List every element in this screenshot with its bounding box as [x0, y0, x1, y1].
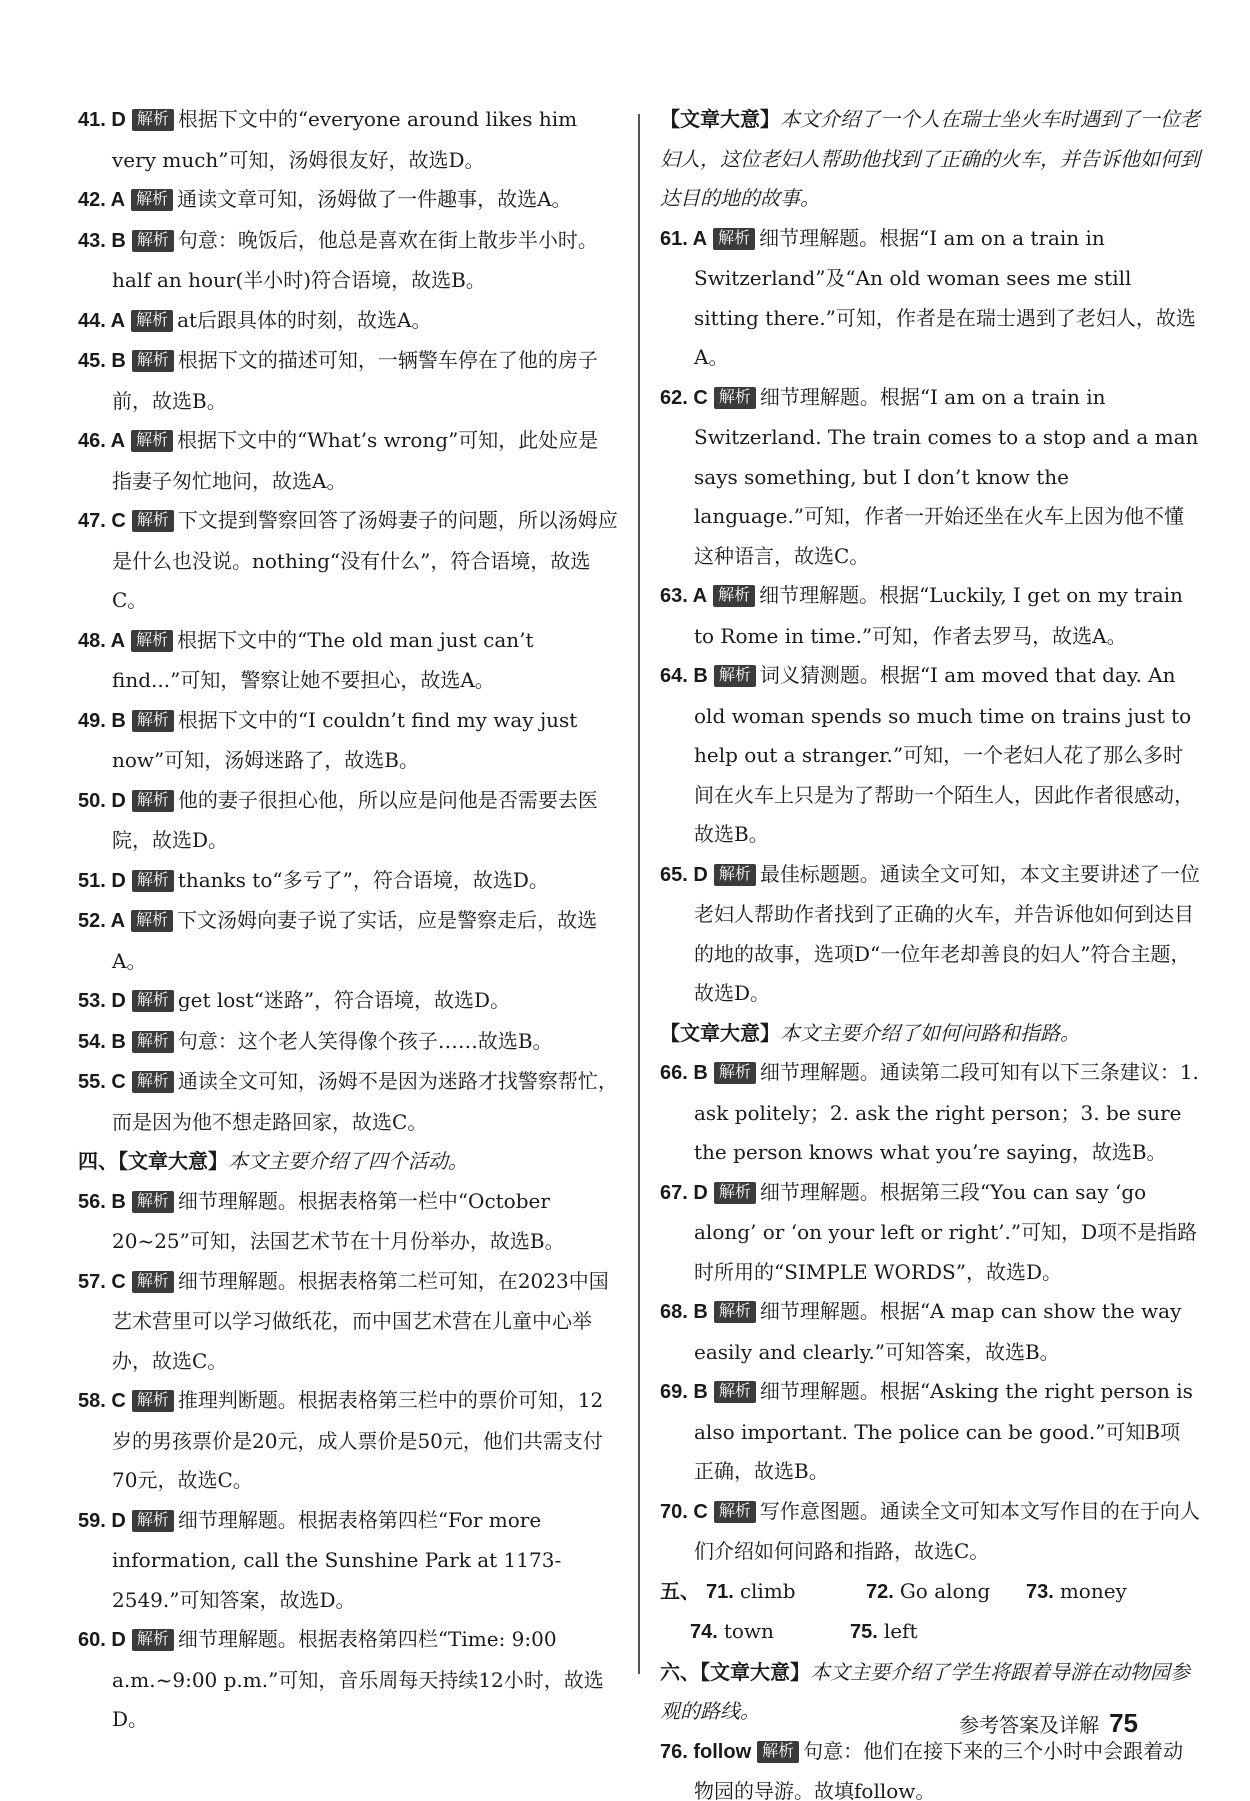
- analysis-tag: 解析: [714, 387, 756, 409]
- summary-text: 本文主要介绍了四个活动。: [228, 1149, 468, 1173]
- answer-number: 68. B: [660, 1301, 708, 1323]
- fill-in-answers: [660, 1572, 1200, 1653]
- analysis-tag: 解析: [132, 710, 174, 732]
- answer-explanation: 细节理解题。根据“Asking the right person is also important. The police can be good.”可知B项正确，故选B。: [694, 1379, 1193, 1483]
- analysis-tag: 解析: [714, 1381, 756, 1403]
- answer-entry: [78, 421, 618, 501]
- answer-entry: [660, 1292, 1200, 1372]
- analysis-tag: 解析: [714, 665, 756, 687]
- analysis-tag: 解析: [132, 1191, 174, 1213]
- analysis-tag: 解析: [132, 230, 174, 252]
- analysis-tag: 解析: [132, 790, 174, 812]
- answer-entry: [78, 1262, 618, 1382]
- article-summary: [660, 1014, 1200, 1054]
- analysis-tag: 解析: [714, 1501, 756, 1523]
- summary-text: 本文主要介绍了学生将跟着导游在动物园参观的路线。: [660, 1659, 1190, 1723]
- answer-explanation: 通读文章可知，汤姆做了一件趣事，故选A。: [177, 187, 572, 211]
- analysis-tag: 解析: [132, 1629, 174, 1651]
- answer-explanation: 细节理解题。根据“Luckily, I get on my train to Rome in time.”可知，作者去罗马，故选A。: [694, 583, 1183, 648]
- answer-number: 48. A: [78, 629, 126, 652]
- summary-text: 本文介绍了一个人在瑞士坐火车时遇到了一位老妇人，这位老妇人帮助他找到了正确的火车，并告诉他如何到达目的地的故事。: [660, 107, 1200, 210]
- page-footer: [959, 1708, 1138, 1739]
- answer-entry: [660, 1053, 1200, 1173]
- answer-entry: [78, 501, 618, 621]
- answer-number: 50. D: [78, 789, 126, 812]
- answer-entry: [660, 656, 1200, 855]
- answer-entry: [78, 100, 618, 180]
- answer-entry: [660, 1372, 1200, 1492]
- answer-number: 46. A: [78, 430, 126, 452]
- answer-explanation: 最佳标题题。通读全文可知，本文主要讲述了一位老妇人帮助作者找到了正确的火车，并告诉他如何到达目的地的故事，选项D“一位年老却善良的妇人”符合主题，故选D。: [694, 861, 1200, 1005]
- answer-number: 62. C: [660, 386, 708, 409]
- answer-explanation: 下文提到警察回答了汤姆妻子的问题，所以汤姆应是什么也没说。nothing“没有什么”，符合语境，故选C。: [112, 508, 618, 612]
- answer-entry: [78, 301, 618, 342]
- answer-number: 57. C: [78, 1270, 126, 1293]
- blank-answer: [706, 1572, 866, 1613]
- answer-explanation: 句意：这个老人笑得像个孩子……故选B。: [177, 1028, 553, 1053]
- analysis-tag: 解析: [131, 310, 173, 332]
- answer-number: 41. D: [78, 109, 126, 131]
- blank-answer: [866, 1572, 1026, 1613]
- answer-number: 58. C: [78, 1390, 126, 1412]
- answer-entry: [660, 378, 1200, 577]
- blank-number: 74.: [690, 1621, 718, 1643]
- section-number: 四、: [78, 1149, 118, 1173]
- answer-entry: [660, 219, 1200, 378]
- page-number: 75: [1109, 1708, 1138, 1738]
- analysis-tag: 解析: [132, 1390, 174, 1412]
- article-summary: [78, 1142, 618, 1182]
- answer-number: 64. B: [660, 665, 708, 687]
- answer-entry: [660, 1732, 1200, 1801]
- column-divider: [638, 114, 640, 1674]
- blank-text: left: [883, 1619, 918, 1643]
- answer-number: 51. D: [78, 869, 126, 892]
- answer-entry: [660, 855, 1200, 1014]
- answer-entry: [78, 1182, 618, 1262]
- answer-entry: [78, 981, 618, 1022]
- answer-entry: [78, 1501, 618, 1621]
- answer-number: 65. D: [660, 863, 708, 886]
- answer-number: 53. D: [78, 990, 126, 1012]
- analysis-tag: 解析: [132, 1031, 174, 1053]
- analysis-tag: 解析: [714, 864, 756, 886]
- answer-explanation: 根据下文中的“everyone around likes him very much”可知，汤姆很友好，故选D。: [112, 107, 578, 172]
- answer-entry: [78, 1022, 618, 1063]
- analysis-tag: 解析: [132, 870, 174, 892]
- answer-entry: [78, 1381, 618, 1501]
- answer-number: 45. B: [78, 350, 126, 372]
- answer-number: 56. B: [78, 1190, 126, 1213]
- answer-entry: [78, 621, 618, 701]
- answer-number: 44. A: [78, 309, 126, 332]
- blank-number: 71.: [706, 1580, 734, 1603]
- answer-number: 61. A: [660, 227, 708, 250]
- answer-number: 67. D: [660, 1181, 708, 1204]
- answer-entry: [660, 1492, 1200, 1572]
- answer-number: 69. B: [660, 1381, 708, 1403]
- answer-explanation: 推理判断题。根据表格第三栏中的票价可知，12岁的男孩票价是20元，成人票价是50元，他们共需支付70元，故选C。: [112, 1388, 604, 1492]
- answer-explanation: 根据下文中的“The old man just can’t find...”可知，警察让她不要担心，故选A。: [112, 627, 534, 692]
- answer-number: 59. D: [78, 1509, 126, 1532]
- analysis-tag: 解析: [714, 1301, 756, 1323]
- blank-number: 75.: [850, 1621, 878, 1643]
- analysis-tag: 解析: [132, 350, 174, 372]
- blank-text: money: [1059, 1578, 1127, 1603]
- page: [20, 18, 1230, 1801]
- answer-entry: [78, 341, 618, 421]
- answer-number: 60. D: [78, 1629, 126, 1651]
- answer-entry: [78, 180, 618, 221]
- blank-number: 72.: [866, 1580, 894, 1603]
- answer-explanation: 细节理解题。根据“I am on a train in Switzerland. The train comes to a stop and a man says something, but I don’t know the language.”可知，作者一开始还坐在火车上因为他不懂这种语言，故选C。: [694, 384, 1199, 568]
- analysis-tag: 解析: [131, 189, 173, 211]
- answer-explanation: 根据下文中的“I couldn’t find my way just now”可知，汤姆迷路了，故选B。: [112, 707, 578, 772]
- answer-explanation: thanks to“多亏了”，符合语境，故选D。: [177, 867, 549, 892]
- answer-explanation: 根据下文的描述可知，一辆警车停在了他的房子前，故选B。: [112, 348, 598, 413]
- analysis-tag: 解析: [132, 1271, 174, 1293]
- section-number: 六、: [660, 1659, 700, 1684]
- analysis-tag: 解析: [713, 228, 755, 250]
- summary-label: 【文章大意】: [700, 1659, 810, 1684]
- right-column: [660, 100, 1200, 1801]
- analysis-tag: 解析: [714, 1182, 756, 1204]
- answer-explanation: 他的妻子很担心他，所以应是问他是否需要去医院，故选D。: [112, 787, 598, 852]
- answer-number: 63. A: [660, 585, 708, 607]
- answer-entry: [78, 861, 618, 902]
- answer-explanation: 句意：他们在接下来的三个小时中会跟着动物园的导游。故填follow。: [694, 1738, 1184, 1801]
- analysis-tag: 解析: [132, 510, 174, 532]
- answer-explanation: 细节理解题。通读第二段可知有以下三条建议：1. ask politely；2. ask the right person；3. be sure the person knows what you’re saying，故选B。: [694, 1060, 1199, 1164]
- answer-explanation: 根据下文中的“What’s wrong”可知，此处应是指妻子匆忙地问，故选A。: [112, 428, 599, 493]
- analysis-tag: 解析: [132, 1510, 174, 1532]
- blank-text: climb: [739, 1578, 796, 1603]
- analysis-tag: 解析: [132, 990, 174, 1012]
- analysis-tag: 解析: [131, 430, 173, 452]
- answer-number: 47. C: [78, 510, 126, 532]
- answer-number: 70. C: [660, 1500, 708, 1523]
- analysis-tag: 解析: [713, 585, 755, 607]
- analysis-tag: 解析: [714, 1062, 756, 1084]
- summary-label: 【文章大意】: [118, 1149, 228, 1173]
- answer-number: 52. A: [78, 910, 126, 932]
- answer-explanation: 句意：晚饭后，他总是喜欢在街上散步半小时。half an hour(半小时)符合语境，故选B。: [112, 227, 598, 292]
- analysis-tag: 解析: [131, 910, 173, 932]
- analysis-tag: 解析: [132, 109, 174, 131]
- article-summary: [660, 100, 1200, 219]
- answer-explanation: at后跟具体的时刻，故选A。: [177, 307, 432, 332]
- answer-explanation: 细节理解题。根据表格第四栏“For more information, call the Sunshine Park at 1173-2549.”可知答案，故选D。: [112, 1507, 562, 1612]
- blank-text: Go along: [899, 1578, 991, 1603]
- answer-entry: [78, 781, 618, 861]
- answer-explanation: 细节理解题。根据表格第二栏可知，在2023中国艺术营里可以学习做纸花，而中国艺术营在儿童中心举办，故选C。: [112, 1268, 609, 1373]
- answer-entry: [78, 1062, 618, 1142]
- blank-number: 73.: [1026, 1580, 1054, 1603]
- summary-text: 本文主要介绍了如何问路和指路。: [780, 1020, 1080, 1045]
- answer-explanation: 细节理解题。根据第三段“You can say ‘go along’ or ‘on your left or right’.”可知，D项不是指路时所用的“SIMPLE WORDS”，故选D。: [694, 1179, 1198, 1284]
- answer-explanation: 细节理解题。根据“I am on a train in Switzerland”及“An old woman sees me still sitting there.”可知，作者是在瑞士遇到了老妇人，故选A。: [694, 225, 1196, 369]
- answer-explanation: 下文汤姆向妻子说了实话，应是警察走后，故选A。: [112, 908, 598, 973]
- left-column: [78, 100, 618, 1740]
- answer-number: 76. follow: [660, 1740, 752, 1763]
- answer-explanation: 写作意图题。通读全文可知本文写作目的在于向人们介绍如何问路和指路，故选C。: [694, 1498, 1200, 1563]
- answer-entry: [78, 1620, 618, 1740]
- answer-explanation: 词义猜测题。根据“I am moved that day. An old woman spends so much time on trains just to help out a stranger.”可知，一个老妇人花了那么多时间在火车上只是为了帮助一个陌生人，因此作者很感动，故选B。: [694, 663, 1194, 846]
- answer-entry: [660, 1173, 1200, 1293]
- answer-entry: [78, 221, 618, 301]
- section-number: 五、: [660, 1580, 700, 1603]
- summary-label: 【文章大意】: [660, 1020, 780, 1045]
- summary-label: 【文章大意】: [660, 107, 780, 131]
- blank-answer: [1026, 1572, 1186, 1613]
- answer-number: 49. B: [78, 709, 126, 732]
- answer-number: 55. C: [78, 1071, 126, 1093]
- answer-number: 43. B: [78, 229, 126, 252]
- analysis-tag: 解析: [132, 1071, 174, 1093]
- answer-entry: [78, 901, 618, 981]
- answer-number: 66. B: [660, 1062, 708, 1084]
- answer-explanation: 细节理解题。根据“A map can show the way easily and clearly.”可知答案，故选B。: [694, 1299, 1182, 1364]
- analysis-tag: 解析: [757, 1741, 799, 1763]
- answer-explanation: 细节理解题。根据表格第四栏“Time: 9:00 a.m.~9:00 p.m.”可知，音乐周每天持续12小时，故选D。: [112, 1627, 604, 1731]
- answer-entry: [660, 576, 1200, 656]
- answer-explanation: 细节理解题。根据表格第一栏中“October 20~25”可知，法国艺术节在十月份举办，故选B。: [112, 1188, 565, 1253]
- blank-answer: [850, 1612, 1010, 1653]
- analysis-tag: 解析: [131, 630, 173, 652]
- answer-entry: [78, 701, 618, 781]
- answer-explanation: 通读全文可知，汤姆不是因为迷路才找警察帮忙，而是因为他不想走路回家，故选C。: [112, 1069, 618, 1134]
- footer-label: 参考答案及详解: [959, 1713, 1100, 1737]
- answer-number: 54. B: [78, 1030, 126, 1053]
- answer-explanation: get lost“迷路”，符合语境，故选D。: [177, 988, 511, 1012]
- blank-text: town: [723, 1619, 774, 1643]
- blank-answer: [690, 1612, 850, 1653]
- answer-number: 42. A: [78, 189, 126, 211]
